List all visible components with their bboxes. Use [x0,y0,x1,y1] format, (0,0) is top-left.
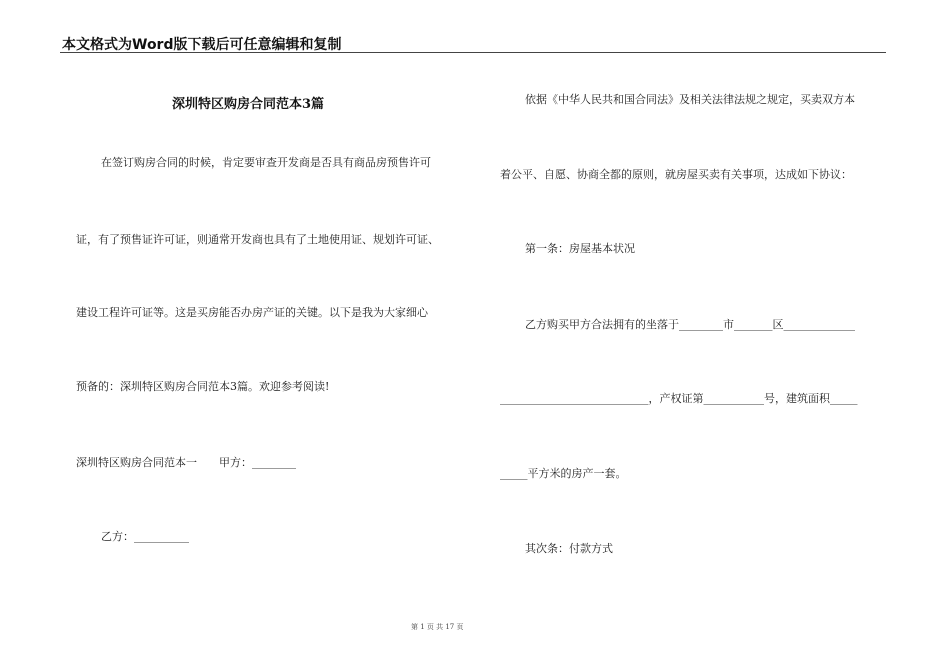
right-paragraph-line: 其次条：付款方式 [525,542,613,555]
left-paragraph-line: 预备的：深圳特区购房合同范本3篇。欢迎参考阅读! [76,380,330,393]
header-divider [60,52,886,53]
left-paragraph-line: 证，有了预售证许可证，则通常开发商也具有了土地使用证、规划许可证、 [76,233,439,246]
right-paragraph-line: ___________________________，产权证第___________号，建筑面积_____ [500,392,858,405]
right-paragraph-line: 依据《中华人民共和国合同法》及相关法律法规之规定，买卖双方本 [525,93,855,106]
right-paragraph-line: 着公平、自愿、协商全都的原则，就房屋买卖有关事项，达成如下协议： [500,168,852,181]
left-paragraph-line: 深圳特区购房合同范本一 甲方：________ [76,456,296,469]
document-header: 本文格式为Word版下载后可任意编辑和复制 [62,37,342,53]
left-paragraph-line: 在签订购房合同的时候，肯定要审查开发商是否具有商品房预售许可 [101,156,431,169]
document-title: 深圳特区购房合同范本3篇 [172,97,325,112]
left-paragraph-line: 乙方：__________ [101,530,189,543]
right-paragraph-line: 第一条：房屋基本状况 [525,242,635,255]
right-paragraph-line: _____平方米的房产一套。 [500,467,627,480]
page-number: 第 1 页 共 17 页 [411,623,464,631]
right-paragraph-line: 乙方购买甲方合法拥有的坐落于________市_______区_____________ [525,318,855,331]
left-paragraph-line: 建设工程许可证等。这是买房能否办房产证的关键。以下是我为大家细心 [76,306,428,319]
